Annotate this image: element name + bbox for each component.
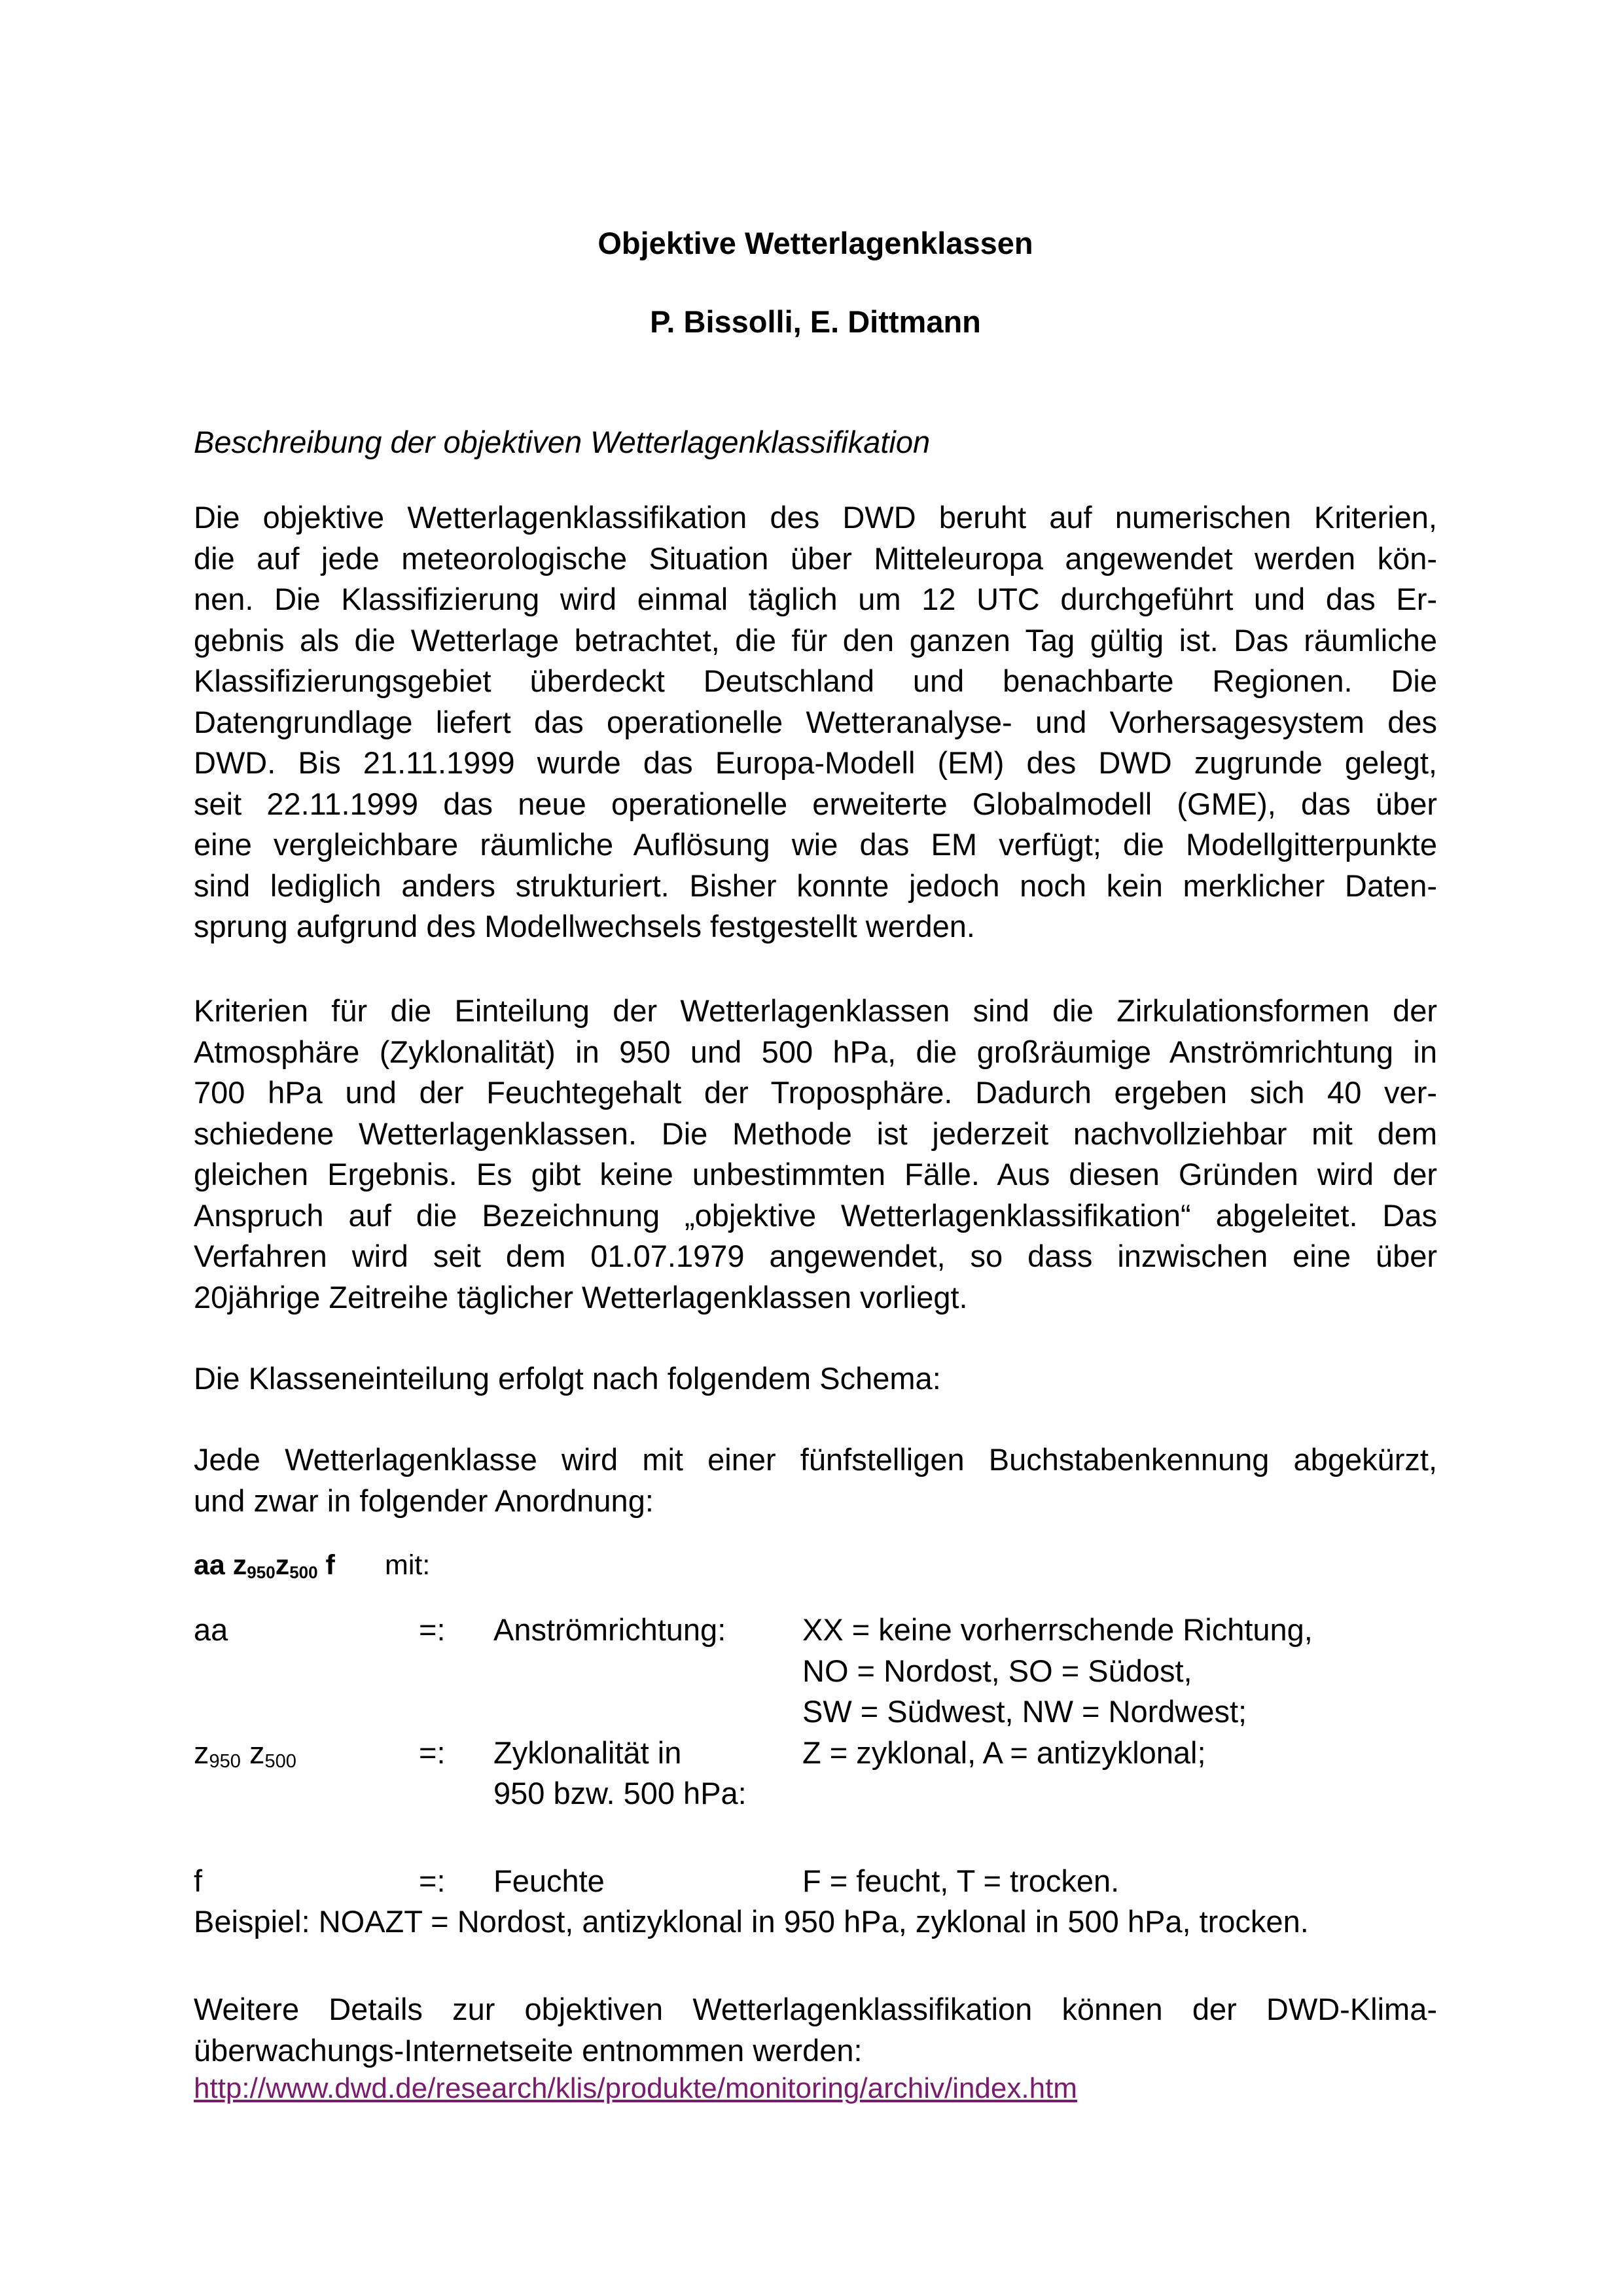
paragraph-line: seit 22.11.1999 das neue operationelle erweiterte Globalmodell (GME), das über <box>194 786 1437 821</box>
class-code-formula <box>194 1547 431 1591</box>
definition-value: F = feucht, T = trocken. <box>802 1863 1120 1898</box>
paragraph-line: nen. Die Klassifizierung wird einmal täglich um 12 UTC durchgeführt und das Er- <box>194 582 1437 616</box>
paragraph-line: Datengrundlage liefert das operationelle Wetteranalyse- und Vorhersagesystem des <box>194 704 1437 739</box>
paragraph-line: sind lediglich anders strukturiert. Bisher konnte jedoch noch kein merklicher Daten- <box>194 868 1437 903</box>
paragraph-line: 20jährige Zeitreihe täglicher Wetterlagenklassen vorliegt. <box>194 1279 968 1315</box>
definition-row-z-cont <box>194 1773 1437 1814</box>
paragraph-line: die auf jede meteorologische Situation über Mitteleuropa angewendet werden kön- <box>194 540 1437 576</box>
paragraph-line: gebnis als die Wetterlage betrachtet, die für den ganzen Tag gültig ist. Das räumliche <box>194 622 1437 658</box>
paragraph-line: Klassifizierungsgebiet überdeckt Deutschland und benachbarte Regionen. Die <box>194 663 1437 698</box>
paragraph-line: Die objektive Wetterlagenklassifikation des DWD beruht auf numerischen Kriterien, <box>194 500 1437 535</box>
paragraph-line: 700 hPa und der Feuchtegehalt der Troposphäre. Dadurch ergeben sich 40 ver- <box>194 1075 1437 1110</box>
document-title: Objektive Wetterlagenklassen <box>597 226 1033 260</box>
definition-eq: =: <box>419 1863 446 1898</box>
document-authors: P. Bissolli, E. Dittmann <box>650 304 981 339</box>
paragraph-schema-intro <box>194 1358 1437 1400</box>
paragraph-code-intro <box>194 1439 1437 1521</box>
paragraph-line: Die Klasseneinteilung erfolgt nach folgendem Schema: <box>194 1361 941 1396</box>
definition-eq: =: <box>419 1735 446 1770</box>
paragraph-line: Atmosphäre (Zyklonalität) in 950 und 500 hPa, die großräumige Anströmrichtung in <box>194 1034 1437 1069</box>
formula-z950: $z_{950}$ <box>232 1549 276 1582</box>
formula-z500: $z_{500}$ <box>275 1549 318 1582</box>
paragraph-line: Anspruch auf die Bezeichnung „objektive Wetterlagenklassifikation“ abgeleitet. Das <box>194 1197 1437 1233</box>
example-line: Beispiel: NOAZT = Nordost, antizyklonal in 950 hPa, zyklonal in 500 hPa, trocken. <box>194 1904 1309 1939</box>
definition-row-aa <box>194 1610 1437 1651</box>
paragraph-line: überwachungs-Internetseite entnommen werden: <box>194 2032 863 2068</box>
formula-aa: aa <box>194 1549 225 1581</box>
paragraph-line: eine vergleichbare räumliche Auflösung wie das EM verfügt; die Modellgitterpunkte <box>194 827 1437 862</box>
definition-symbol: f <box>194 1863 203 1898</box>
dwd-archive-link[interactable]: http://www.dwd.de/research/klis/produkte/monitoring/archiv/index.htm <box>194 2072 1077 2104</box>
definition-row-aa-cont <box>194 1691 1437 1733</box>
paragraph-line: Kriterien für die Einteilung der Wetterlagenklassen sind die Zirkulationsformen der <box>194 993 1437 1028</box>
section-subheading: Beschreibung der objektiven Wetterlagenklassifikation <box>194 425 931 459</box>
paragraph-line: Weitere Details zur objektiven Wetterlagenklassifikation können der DWD-Klima- <box>194 1992 1437 2026</box>
definition-eq: =: <box>419 1612 446 1647</box>
paragraph-description <box>194 497 1437 947</box>
definition-value: XX = keine vorherrschende Richtung, <box>802 1612 1313 1647</box>
paragraph-details <box>194 1989 1437 2071</box>
definition-term: Zyklonalität in <box>493 1735 682 1770</box>
definition-term: Anströmrichtung: <box>493 1612 726 1647</box>
paragraph-line: und zwar in folgender Anordnung: <box>194 1483 654 1518</box>
formula-f: f <box>325 1549 335 1581</box>
paragraph-line: gleichen Ergebnis. Es gibt keine unbestimmten Fälle. Aus diesen Gründen wird der <box>194 1157 1437 1192</box>
definition-row-aa-cont <box>194 1651 1437 1692</box>
definition-term: 950 bzw. 500 hPa: <box>493 1776 747 1810</box>
definition-value: Z = zyklonal, A = antizyklonal; <box>802 1735 1206 1770</box>
definition-symbol: $z_{950}$ $z_{500}$ <box>194 1735 296 1772</box>
formula-mit: mit: <box>385 1549 431 1581</box>
paragraph-line: schiedene Wetterlagenklassen. Die Methode ist jederzeit nachvollziehbar mit dem <box>194 1116 1437 1151</box>
paragraph-line: sprung aufgrund des Modellwechsels festgestellt werden. <box>194 909 975 944</box>
definition-symbol: aa <box>194 1612 228 1647</box>
definition-value: SW = Südwest, NW = Nordwest; <box>802 1694 1247 1729</box>
definition-term: Feuchte <box>493 1863 605 1898</box>
paragraph-line: Jede Wetterlagenklasse wird mit einer fünfstelligen Buchstabenkennung abgekürzt, <box>194 1442 1437 1477</box>
paragraph-line: DWD. Bis 21.11.1999 wurde das Europa-Modell (EM) des DWD zugrunde gelegt, <box>194 745 1437 780</box>
definition-row-z <box>194 1733 1437 1774</box>
definition-value: NO = Nordost, SO = Südost, <box>802 1653 1192 1688</box>
paragraph-line: Verfahren wird seit dem 01.07.1979 angewendet, so dass inzwischen eine über <box>194 1239 1437 1273</box>
paragraph-criteria <box>194 991 1437 1318</box>
definition-row-f <box>194 1861 1437 1902</box>
